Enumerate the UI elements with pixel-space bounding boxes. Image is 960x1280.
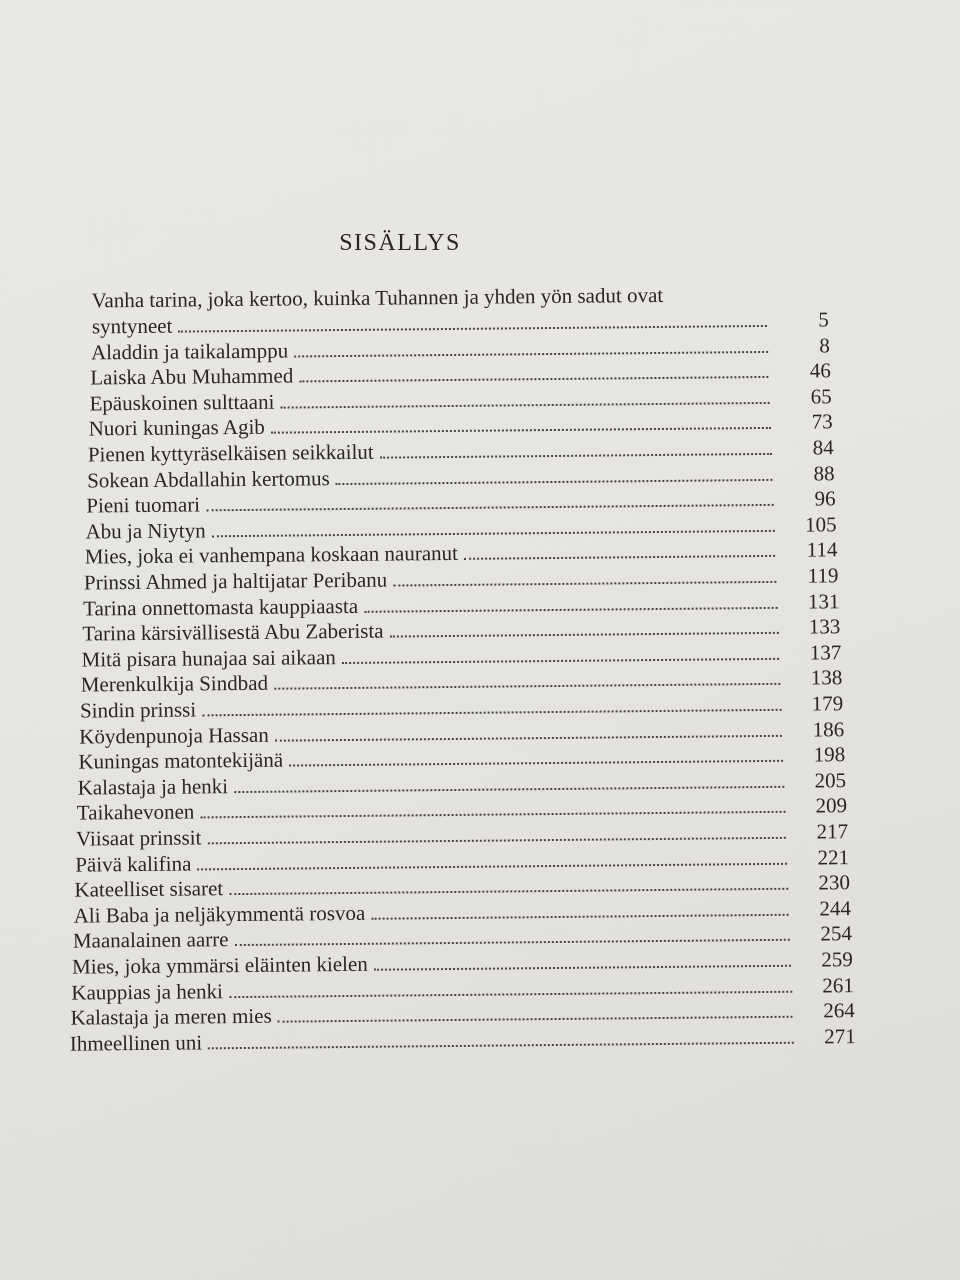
toc-entry-page-number: 198 bbox=[813, 742, 846, 767]
dot-leader bbox=[271, 407, 771, 434]
toc-entry-page-number: 217 bbox=[816, 819, 849, 844]
toc-entry-page-number: 186 bbox=[812, 716, 845, 742]
toc-entry-title: Pieni tuomari bbox=[86, 492, 201, 518]
dot-leader bbox=[278, 996, 793, 1023]
toc-entry-title: Pienen kyttyräselkäisen seikkailut bbox=[87, 439, 374, 467]
toc-entry-page-number: 138 bbox=[810, 665, 843, 690]
toc-entry-page-number: 259 bbox=[821, 947, 853, 972]
dot-leader bbox=[206, 484, 774, 511]
toc-entry-title: Ali Baba ja neljäkymmentä rosvoa bbox=[73, 900, 366, 928]
toc-entry-page-number: 105 bbox=[804, 512, 837, 537]
toc-entry-title: Maanalainen aarre bbox=[72, 927, 229, 954]
toc-entry-page-number: 84 bbox=[812, 435, 834, 460]
toc-entry-title: Nuori kuningas Agib bbox=[88, 415, 265, 441]
toc-entry-page-number: 221 bbox=[817, 844, 850, 870]
dot-leader bbox=[229, 868, 788, 895]
toc-entry-page-number: 65 bbox=[810, 384, 832, 409]
dot-leader bbox=[299, 356, 769, 383]
toc-entry-page-number: 244 bbox=[819, 895, 852, 921]
toc-entry-title: Aladdin ja taikalamppu bbox=[90, 338, 289, 365]
dot-leader bbox=[234, 766, 784, 793]
toc-entry-title: Taikahevonen bbox=[76, 799, 195, 825]
dot-leader bbox=[336, 458, 773, 484]
toc-entry-title: Kalastaja ja henki bbox=[77, 773, 229, 800]
dot-leader bbox=[274, 663, 780, 690]
toc-entry-title: Köydenpunoja Hassan bbox=[79, 722, 269, 749]
toc-entry-title: Epäuskoinen sulttaani bbox=[89, 389, 275, 416]
toc-entry-page-number: 209 bbox=[815, 793, 848, 818]
toc-entry-page-number: 264 bbox=[823, 998, 855, 1023]
dot-leader bbox=[464, 535, 776, 560]
toc-entry-page-number: 271 bbox=[824, 1023, 856, 1049]
dot-leader bbox=[212, 510, 775, 537]
page-title: SISÄLLYS bbox=[339, 230, 461, 256]
dot-leader bbox=[229, 970, 792, 997]
toc-entry-title: Mitä pisara hunajaa sai aikaan bbox=[81, 644, 336, 672]
toc-entry-page-number: 205 bbox=[814, 768, 847, 793]
dot-leader bbox=[200, 791, 785, 819]
dot-leader bbox=[389, 612, 778, 638]
toc-entry-page-number: 46 bbox=[809, 358, 831, 383]
toc-entry-page-number: 73 bbox=[811, 409, 833, 434]
toc-entry-page-number: 8 bbox=[819, 332, 830, 358]
dot-leader bbox=[275, 714, 783, 741]
dot-leader bbox=[280, 382, 770, 409]
toc-entry-title: Kuningas matontekijänä bbox=[78, 747, 284, 774]
toc-entry-page-number: 119 bbox=[807, 563, 839, 588]
toc-entry-title: Päivä kalifina bbox=[75, 851, 192, 877]
toc-entry-page-number: 179 bbox=[811, 691, 844, 716]
dot-leader bbox=[197, 842, 787, 870]
toc-entry-title: Tarina onnettomasta kauppiaasta bbox=[83, 593, 359, 621]
dot-leader bbox=[294, 331, 768, 358]
toc-entry-title: Merenkulkija Sindbad bbox=[80, 671, 269, 697]
dot-leader bbox=[380, 433, 772, 459]
toc-entry-title: Prinssi Ahmed ja haltijatar Peribanu bbox=[83, 567, 388, 595]
toc-entry-page-number: 114 bbox=[806, 537, 838, 562]
toc-entry-first-line: Vanha tarina, joka kertoo, kuinka Tuhannen ja yhden yön sadut ovat bbox=[91, 282, 664, 313]
toc-entry-title: Sokean Abdallahin kertomus bbox=[87, 465, 330, 493]
dot-leader bbox=[207, 817, 786, 845]
dot-leader bbox=[178, 305, 767, 333]
dot-leader bbox=[374, 945, 791, 971]
toc-entry-title: Mies, joka ymmärsi eläinten kielen bbox=[72, 951, 368, 979]
dot-leader bbox=[208, 1022, 794, 1050]
toc-entry-title: Kateelliset sisaret bbox=[74, 876, 224, 902]
toc-entry-page-number: 5 bbox=[818, 307, 829, 332]
dot-leader bbox=[234, 919, 790, 946]
toc-entry-title: Viisaat prinssit bbox=[75, 825, 202, 851]
toc-entry-title: Sindin prinssi bbox=[79, 697, 197, 723]
toc-entry-title: Kauppias ja henki bbox=[71, 978, 224, 1005]
dot-leader bbox=[364, 586, 778, 612]
toc-entry-page-number: 254 bbox=[820, 921, 852, 946]
toc-entry-title: Tarina kärsivällisestä Abu Zaberista bbox=[82, 618, 384, 646]
toc-entry-title: Kalastaja ja meren mies bbox=[70, 1003, 272, 1030]
toc-entry-title: Mies, joka ei vanhempana koskaan nauranut bbox=[84, 541, 459, 569]
toc-entry-title: Ihmeellinen uni bbox=[69, 1030, 203, 1056]
dot-leader bbox=[289, 740, 783, 767]
dot-leader bbox=[342, 638, 780, 664]
toc-entry-page-number: 230 bbox=[818, 870, 851, 895]
toc-entry-page-number: 131 bbox=[807, 588, 840, 614]
toc-entry-title: Laiska Abu Muhammed bbox=[90, 363, 294, 390]
toc-entry-title: Abu ja Niytyn bbox=[85, 518, 206, 544]
toc-entry-page-number: 88 bbox=[813, 460, 835, 486]
toc-entry-page-number: 137 bbox=[809, 640, 842, 665]
dot-leader bbox=[371, 894, 789, 920]
toc-entry-title: syntyneet bbox=[91, 313, 173, 339]
toc-entry-page-number: 261 bbox=[822, 972, 854, 998]
dot-leader bbox=[202, 689, 781, 717]
toc-entry-page-number: 96 bbox=[814, 486, 836, 511]
dot-leader bbox=[393, 561, 776, 587]
toc-entry-page-number: 133 bbox=[808, 614, 841, 639]
